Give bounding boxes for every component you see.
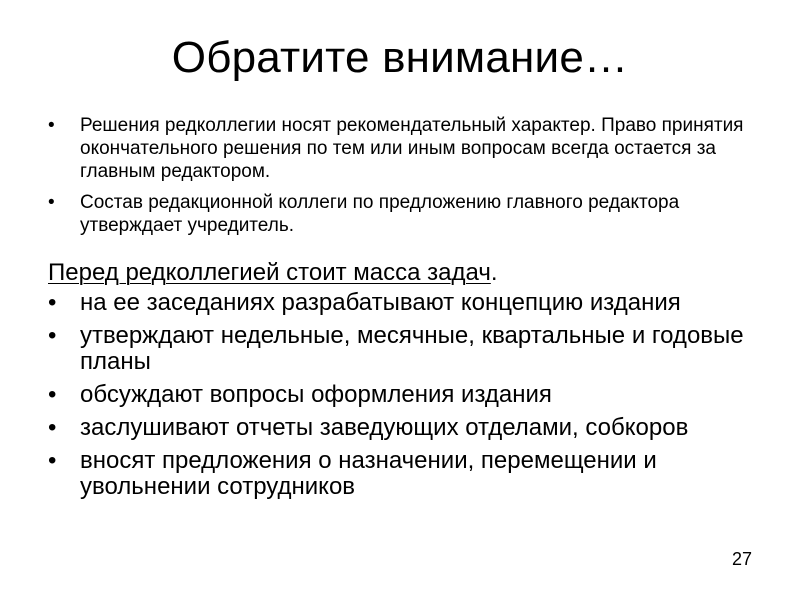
page-number: 27 bbox=[731, 549, 752, 569]
tasks-heading-suffix: . bbox=[490, 259, 498, 286]
bullet-icon: • bbox=[48, 414, 57, 441]
list-item bbox=[48, 114, 768, 183]
list-item bbox=[48, 448, 778, 500]
bullet-icon: • bbox=[48, 381, 57, 408]
bullet-icon: • bbox=[48, 322, 57, 349]
top-bullet-list bbox=[48, 114, 768, 245]
slide-title: Обратите внимание… bbox=[171, 33, 629, 82]
bullet-icon: • bbox=[48, 192, 55, 213]
list-item-text: заслушивают отчеты заведующих отделами, собкоров bbox=[80, 414, 689, 441]
bullet-icon: • bbox=[48, 289, 57, 316]
list-item bbox=[48, 323, 778, 375]
list-item-text: утверждают недельные, месячные, квартальные и годовые планы bbox=[80, 322, 744, 375]
list-item-text: обсуждают вопросы оформления издания bbox=[80, 381, 552, 408]
tasks-list bbox=[48, 290, 778, 507]
list-item-text: на ее заседаниях разрабатывают концепцию издания bbox=[80, 289, 681, 316]
bullet-icon: • bbox=[48, 447, 57, 474]
list-item-text: Состав редакционной коллеги по предложению главного редактора утверждает учредитель. bbox=[80, 192, 680, 236]
list-item bbox=[48, 290, 778, 316]
tasks-heading-text: Перед редколлегией стоит масса задач bbox=[48, 259, 491, 286]
list-item-text: Решения редколлегии носят рекомендательный характер. Право принятия окончательного решения по тем или иным вопросам всегда остается за главным редактором. bbox=[80, 115, 744, 182]
list-item bbox=[48, 191, 768, 237]
list-item bbox=[48, 415, 778, 441]
list-item bbox=[48, 382, 778, 408]
list-item-text: вносят предложения о назначении, перемещении и увольнении сотрудников bbox=[80, 447, 657, 500]
tasks-heading bbox=[48, 258, 498, 288]
bullet-icon: • bbox=[48, 115, 55, 136]
